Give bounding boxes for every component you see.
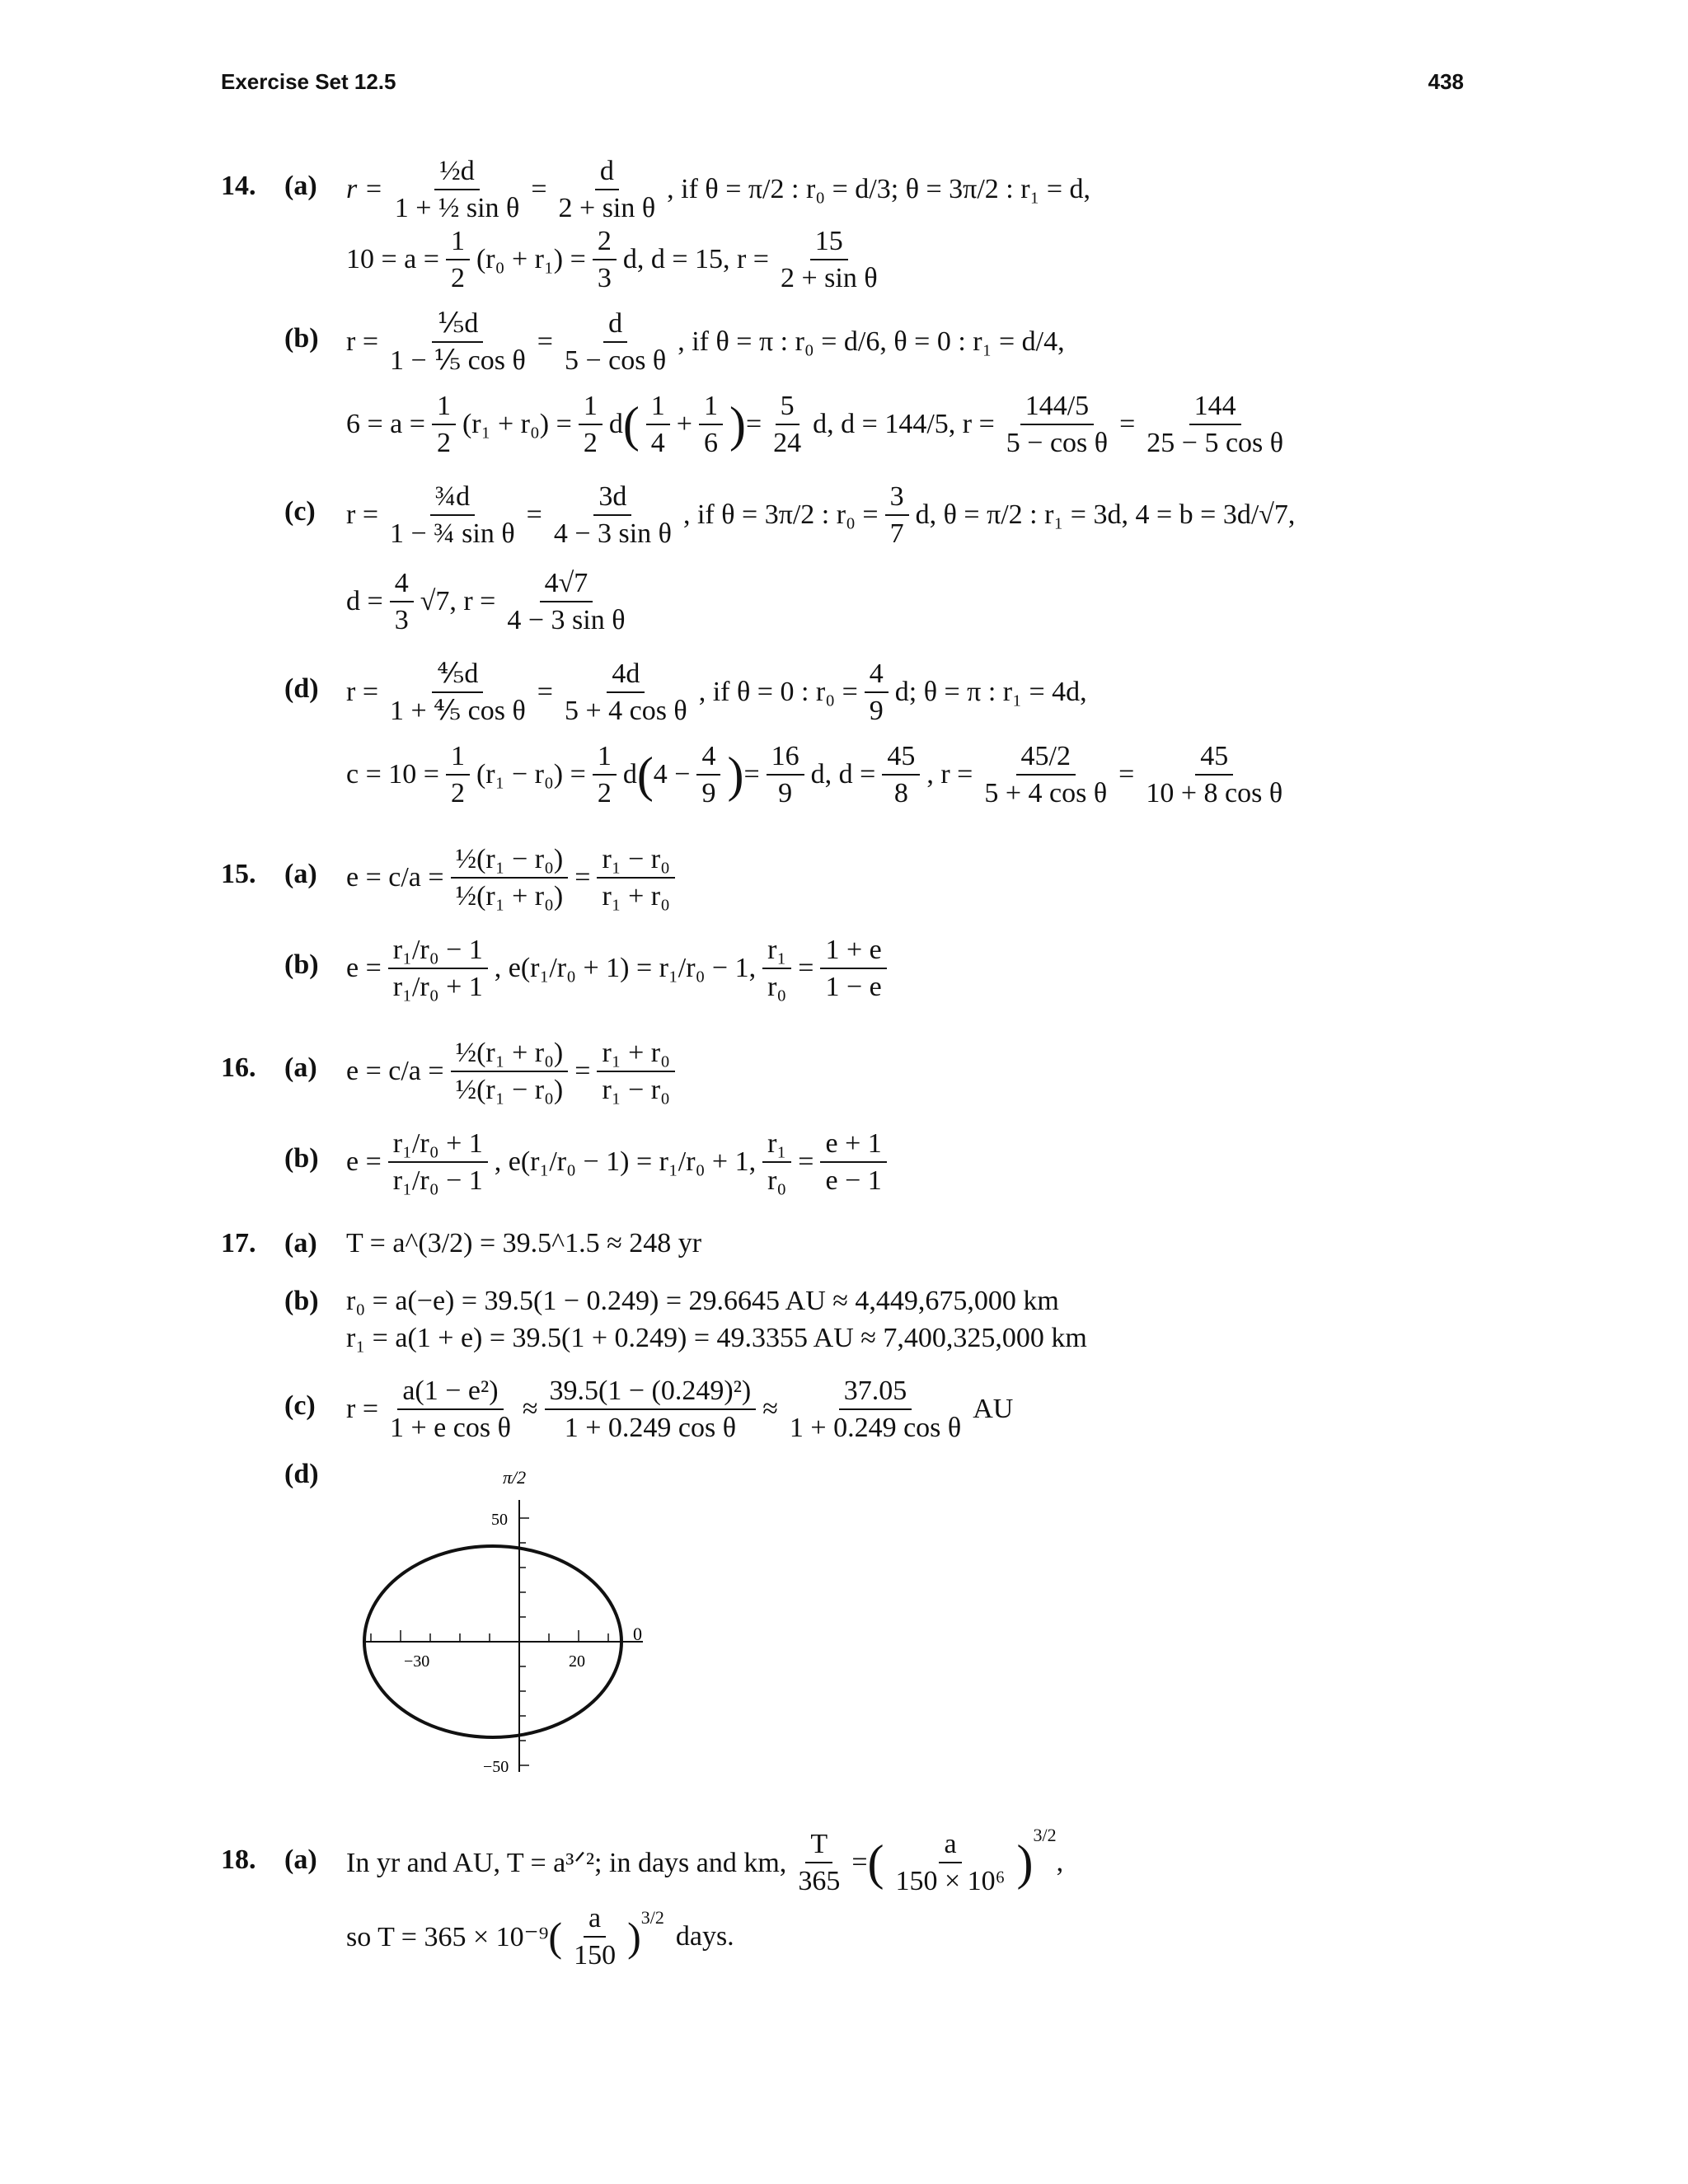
part-label: (c) <box>284 496 316 527</box>
math-text: ≈ <box>522 1394 538 1424</box>
label-x-20: 20 <box>569 1652 585 1671</box>
problem-14b-line2 <box>0 387 1688 462</box>
math-text: = <box>1119 409 1136 439</box>
fraction: $\frac{T}{365}$ <box>798 1828 841 1896</box>
math-text: d, θ = π/2 : r₁ = 3d, 4 = b = 3d/√7, <box>915 499 1296 530</box>
math-text: = <box>526 499 542 530</box>
paren: ) <box>1016 1835 1034 1890</box>
page-number: 438 <box>1428 69 1464 94</box>
math-text: , if θ = 3π/2 : r₀ = <box>682 499 879 530</box>
paren: ( <box>867 1835 884 1890</box>
math-text: r = <box>346 326 378 357</box>
math-text: r = <box>346 499 378 530</box>
math-text: r = <box>346 1394 378 1424</box>
exponent: 3/2 <box>640 1907 664 1928</box>
math-text: , if θ = 0 : r₀ = <box>698 677 858 707</box>
math-text: e = <box>346 1146 382 1177</box>
fraction: $\frac{\text{r₁/r₀ + 1}}{\text{r₁/r₀ − 1}}$ <box>388 1127 488 1197</box>
fraction: $\frac{4}{9}$ <box>865 658 889 727</box>
problem-14a-line1 <box>0 152 1688 227</box>
math-text: d = <box>346 586 383 616</box>
math-text: , e(r₁/r₀ − 1) = r₁/r₀ + 1, <box>494 1146 757 1177</box>
fraction: $\frac{144/5}{\text{5 − cos θ}}$ <box>1006 390 1109 458</box>
math-text: (r₁ + r₀) = <box>462 409 572 439</box>
math-text: , if θ = π/2 : r₀ = d/3; θ = 3π/2 : r₁ = d, <box>667 174 1091 204</box>
math-text: (r₁ − r₀) = <box>476 759 586 790</box>
paren: ( <box>548 1914 563 1960</box>
polar-ellipse-plot <box>346 1451 676 1780</box>
problem-18a-line2 <box>0 1896 1688 1978</box>
math-text: = <box>851 1847 868 1877</box>
problem-14b-line1 <box>0 305 1688 379</box>
math-text: e = c/a = <box>346 1056 444 1086</box>
problem-17d-label <box>0 1455 1688 1496</box>
fraction: $\frac{\text{¾d}}{\text{1 − ¾ sin θ}}$ <box>390 480 515 549</box>
math-text: √7, r = <box>420 586 496 616</box>
label-y-neg50: −50 <box>483 1758 509 1776</box>
problem-18a-line1 <box>0 1821 1688 1904</box>
math-text: , <box>1056 1847 1064 1877</box>
fraction: $\frac{1}{2}$ <box>446 225 470 294</box>
part-label: (b) <box>284 1143 319 1174</box>
math-text: so T = 365 × 10⁻⁹ <box>346 1922 549 1952</box>
math-text: = <box>798 953 814 983</box>
part-label: (d) <box>284 673 319 704</box>
math-text: (r₀ + r₁) = <box>476 244 586 274</box>
part-label: (a) <box>284 1052 317 1083</box>
fraction: $\frac{d}{\text{5 − cos θ}}$ <box>564 307 667 376</box>
math-text: + <box>676 409 692 439</box>
math-text: = <box>1118 759 1135 790</box>
fraction: $\frac{4}{3}$ <box>390 567 414 636</box>
fraction: $\frac{37.05}{\text{1 + 0.249 cos θ}}$ <box>789 1375 962 1443</box>
label-zero: 0 <box>633 1624 642 1644</box>
math-text: , r = <box>926 759 973 790</box>
problem-16b <box>0 1125 1688 1199</box>
part-label: (b) <box>284 323 319 354</box>
math-text: d, d = <box>810 759 876 790</box>
problem-number: 16. <box>221 1052 256 1083</box>
paren: ) <box>627 1914 641 1960</box>
x-ticks <box>371 1630 608 1642</box>
fraction: $\frac{1}{2}$ <box>579 390 603 459</box>
problem-number: 14. <box>221 171 256 201</box>
problem-15b <box>0 931 1688 1005</box>
problem-16a <box>0 1034 1688 1108</box>
math-text: r = <box>346 174 383 204</box>
math-text: T = a^(3/2) = 39.5^1.5 ≈ 248 yr <box>346 1228 702 1258</box>
fraction: $\frac{45/2}{\text{5 + 4 cos θ}}$ <box>984 740 1108 808</box>
fraction: $\frac{a}{150}$ <box>574 1902 617 1971</box>
fraction: $\frac{4}{9}$ <box>696 740 720 809</box>
part-label: (a) <box>284 859 317 889</box>
problem-17b-line1 <box>0 1282 1688 1323</box>
math-text: e = c/a = <box>346 862 444 893</box>
math-text: = <box>743 759 760 790</box>
math-text: d <box>608 409 623 439</box>
problem-15a <box>0 841 1688 915</box>
math-text: 6 = a = <box>346 409 425 439</box>
math-text: r₁ = a(1 + e) = 39.5(1 + 0.249) = 49.3355 AU ≈ 7,400,325,000 km <box>346 1323 1087 1353</box>
fraction: $\frac{1}{2}$ <box>593 740 617 809</box>
math-text: d; θ = π : r₁ = 4d, <box>894 677 1087 707</box>
fraction: $\frac{\text{r₁}}{\text{r₀}}$ <box>762 934 791 1003</box>
problem-14a-line2 <box>0 223 1688 297</box>
math-text: 4 − <box>653 759 691 790</box>
exponent: 3/2 <box>1033 1825 1057 1845</box>
fraction: $\frac{1 + e}{1 - e}$ <box>820 934 886 1003</box>
fraction: $\frac{4d}{\text{5 + 4 cos θ}}$ <box>564 658 687 726</box>
math-text: = <box>574 1056 591 1086</box>
math-text: = <box>798 1146 814 1177</box>
problem-17c <box>0 1372 1688 1446</box>
problem-14d-line2 <box>0 738 1688 812</box>
math-text: d, d = 15, r = <box>622 244 769 274</box>
part-label: (a) <box>284 171 317 201</box>
math-text: , e(r₁/r₀ + 1) = r₁/r₀ − 1, <box>494 953 757 983</box>
fraction: $\frac{\text{39.5(1 − (0.249)²)}}{\text{1 + 0.249 cos θ}}$ <box>545 1375 757 1444</box>
section-title: Exercise Set 12.5 <box>221 69 396 94</box>
problem-17a <box>0 1224 1688 1265</box>
problem-14d-line1 <box>0 655 1688 729</box>
math-text: = <box>574 862 591 893</box>
part-label: (b) <box>284 1286 319 1316</box>
fraction: $\frac{d}{\text{2 + sin θ}}$ <box>558 155 656 223</box>
fraction: $\frac{15}{\text{2 + sin θ}}$ <box>780 225 878 293</box>
fraction: $\frac{2}{3}$ <box>593 225 617 294</box>
paren: ) <box>727 748 744 802</box>
math-text: d <box>622 759 637 790</box>
fraction: $\frac{1}{6}$ <box>699 390 723 459</box>
fraction: $\frac{\text{r₁ − r₀}}{\text{r₁ + r₀}}$ <box>597 843 675 912</box>
label-y-50: 50 <box>491 1511 508 1529</box>
part-label: (d) <box>284 1459 319 1489</box>
fraction: $\frac{1}{4}$ <box>646 390 670 459</box>
fraction: $\frac{4√7}{\text{4 − 3 sin θ}}$ <box>507 567 626 635</box>
fraction: $\frac{1}{2}$ <box>432 390 456 459</box>
fraction: $\frac{\text{⅘d}}{\text{1 + ⅘ cos θ}}$ <box>390 658 526 726</box>
math-text: c = 10 = <box>346 759 439 790</box>
math-text: ≈ <box>762 1394 778 1424</box>
math-text: e = <box>346 953 382 983</box>
math-text: , if θ = π : r₀ = d/6, θ = 0 : r₁ = d/4, <box>678 326 1065 357</box>
part-label: (a) <box>284 1228 317 1258</box>
fraction: $\frac{\text{½d}}{\text{1 + ½ sin θ}}$ <box>394 155 520 223</box>
problem-number: 17. <box>221 1228 256 1258</box>
fraction: $\frac{16}{9}$ <box>767 740 804 809</box>
math-text: = <box>537 326 553 357</box>
fraction: $\frac{144}{\text{25 − 5 cos θ}}$ <box>1146 390 1284 458</box>
paren: ) <box>729 397 746 452</box>
paren: ( <box>636 748 654 802</box>
fraction: $\frac{\text{½(r₁ + r₀)}}{\text{½(r₁ − r₀)}}$ <box>451 1037 569 1106</box>
math-text: d, d = 144/5, r = <box>813 409 995 439</box>
math-text: days. <box>675 1921 734 1952</box>
problem-17b-line2 <box>0 1319 1688 1360</box>
fraction: $\frac{\text{⅕d}}{\text{1 − ⅕ cos θ}}$ <box>390 307 526 376</box>
fraction: $\frac{3d}{\text{4 − 3 sin θ}}$ <box>553 480 672 549</box>
fraction: $\frac{\text{½(r₁ − r₀)}}{\text{½(r₁ + r₀)}}$ <box>451 843 569 912</box>
problem-14c-line2 <box>0 565 1688 639</box>
math-text: = <box>531 174 547 204</box>
label-pi-over-2: π/2 <box>503 1467 527 1488</box>
fraction: $\frac{3}{7}$ <box>885 480 909 550</box>
fraction: $\frac{45}{8}$ <box>882 740 920 809</box>
fraction: $\frac{a}{\text{150 × 10⁶}}$ <box>895 1828 1006 1896</box>
part-label: (b) <box>284 949 319 980</box>
fraction: $\frac{5}{24}$ <box>773 390 802 458</box>
fraction: $\frac{1}{2}$ <box>446 740 470 809</box>
label-x-neg30: −30 <box>404 1652 430 1671</box>
problem-number: 18. <box>221 1844 256 1875</box>
fraction: $\frac{45}{\text{10 + 8 cos θ}}$ <box>1146 740 1283 808</box>
math-text: 10 = a = <box>346 244 439 274</box>
part-label: (c) <box>284 1390 316 1421</box>
problem-14c-line1 <box>0 478 1688 552</box>
paren: ( <box>622 397 640 452</box>
math-text: = <box>745 409 762 439</box>
fraction: $\frac{\text{r₁/r₀ − 1}}{\text{r₁/r₀ + 1}}$ <box>388 934 488 1003</box>
problem-number: 15. <box>221 859 256 889</box>
fraction: $\frac{\text{r₁ + r₀}}{\text{r₁ − r₀}}$ <box>597 1037 675 1106</box>
fraction: $\frac{e + 1}{e - 1}$ <box>820 1127 886 1197</box>
math-text: r = <box>346 677 378 707</box>
fraction: $\frac{\text{a(1 − e²)}}{\text{1 + e cos θ}}$ <box>390 1375 511 1443</box>
math-text: = <box>537 677 553 707</box>
math-text: AU <box>973 1394 1014 1424</box>
math-text: In yr and AU, T = a³ᐟ²; in days and km, <box>346 1848 787 1878</box>
part-label: (a) <box>284 1844 317 1875</box>
page-header <box>221 69 1464 102</box>
math-text: r₀ = a(−e) = 39.5(1 − 0.249) = 29.6645 AU ≈ 4,449,675,000 km <box>346 1286 1059 1316</box>
fraction: $\frac{\text{r₁}}{\text{r₀}}$ <box>762 1127 791 1197</box>
